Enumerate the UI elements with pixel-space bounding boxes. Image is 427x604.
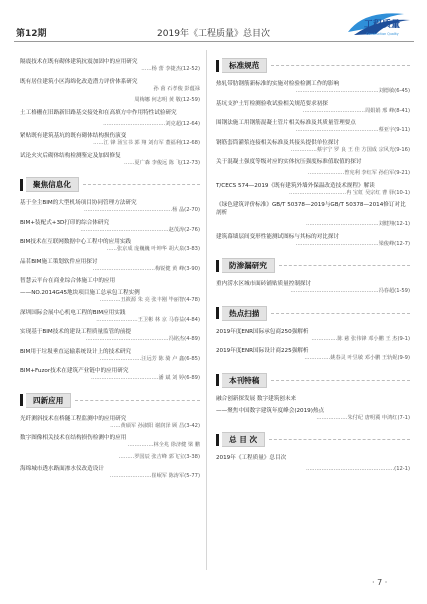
toc-entry xyxy=(20,309,200,325)
entry-authors-page: ……………………………………刘健翔(12-1) xyxy=(305,221,410,227)
toc-entry xyxy=(20,132,200,148)
entry-title: 土工格栅在旧路新旧路基交接处和在高填方中作用特性试验研究 xyxy=(20,109,177,116)
entry-authors-page: …………………………………………梁俊峰(12-7) xyxy=(295,240,410,247)
toc-entry xyxy=(20,434,200,450)
section-title: 防渗漏研究 xyxy=(222,258,275,273)
toc-entry xyxy=(20,465,200,481)
section-header-index xyxy=(216,432,410,447)
entry-title: T/CECS 574—2019《既有建筑外墙外保温改造技术规程》解读 xyxy=(216,182,375,189)
entry-title: 2019年度ENR国际承包商250强解析 xyxy=(216,328,309,335)
entry-authors-page: …………………………………………蔡亚宇(9-11) xyxy=(295,127,410,133)
left-top-list xyxy=(20,58,200,167)
entry-authors-page: ……………林全兆 徐济健 梁 鹏 xyxy=(127,442,200,448)
toc-entry xyxy=(20,199,200,215)
entry-authors-page: ………………………………周娟娟 邢 峰(8-41) xyxy=(302,107,410,114)
section-rule xyxy=(271,313,410,314)
entry-authors-page: …………丑筱源 朱 亮 张丰刚 毕丽智(4-78) xyxy=(99,297,200,303)
entry-authors-page: ……杨 蕾 李捷杰(12-52) xyxy=(141,66,200,72)
issue-label: 第12期 xyxy=(16,29,47,39)
toc-entry xyxy=(216,80,410,96)
toc-entry xyxy=(216,454,410,462)
entry-authors-page: …………………………………潘 斌 刘 婷(6-89) xyxy=(91,375,200,381)
section-header-eco xyxy=(216,258,410,273)
section-header-std xyxy=(216,58,410,73)
entry-authors-page: ……………………………………………赵茂涛(2-76) xyxy=(80,226,200,233)
entry-authors-page: ……………………………………………杨 晶(2-70) xyxy=(83,207,200,213)
section-marker xyxy=(20,394,23,406)
page-number: · 7 · xyxy=(372,578,388,587)
toc-entry xyxy=(216,328,410,344)
section-title: 聚焦信息化 xyxy=(26,177,79,192)
toc-entry xyxy=(216,182,410,198)
entry-title: BIM技术在互联网数据中心工程中的应用实践 xyxy=(20,239,132,245)
entry-authors-page: ……………姚春灵 叶昱敏 邓小鹏 王轨妮(9-9) xyxy=(304,355,410,361)
entry-title: 紧贴既有建筑基坑的既有砌体结构损伤演变 xyxy=(20,133,127,139)
entry-title: 数字图像相关技术在结构损伤检测中的应用 xyxy=(20,435,127,441)
toc-entry xyxy=(20,219,200,235)
entry-authors-page: ……………………………………………冯春超(1-59) xyxy=(290,288,410,294)
entry-title: 热轧带肋钢筋新标准的实施对检验检测工作的影响 xyxy=(216,81,340,87)
toc-entry xyxy=(20,367,200,383)
entry-title: 既有居住建筑小区海绵化改造潜力评价体系研究 xyxy=(20,78,138,85)
entry-title: 品茗BIM施工策划软件应用探讨 xyxy=(20,258,98,265)
entry-authors-page: …………………曾宪利 李红军 孙伯军(9-21) xyxy=(307,170,410,176)
entry-title: 《绿色建筑评价标准》GB/T 50378—2019与GB/T 50378—2014修订对比剖析 xyxy=(216,202,406,216)
toc-entry xyxy=(20,121,200,129)
entry-authors-page: …………………………………………冯铭杰(4-89) xyxy=(85,336,200,342)
section-title: 本刊特稿 xyxy=(222,373,267,388)
toc-entry xyxy=(20,58,200,74)
page-header xyxy=(0,0,427,40)
section-title: 四新应用 xyxy=(26,393,71,408)
entry-authors-page: ……………陈 慈 张伟锋 邓小鹏 王 杰(9-1) xyxy=(311,335,410,342)
toc-entry xyxy=(216,201,410,217)
toc-entry xyxy=(216,347,410,363)
entry-title: 围钢法施工用钢筋混凝土管片相关标准及其质量管理要点 xyxy=(216,120,356,126)
toc-entry xyxy=(20,258,200,274)
eco-list xyxy=(216,280,410,296)
section-marker xyxy=(216,307,219,319)
logo-text: 工程质量 xyxy=(364,20,401,30)
section-marker xyxy=(216,60,219,72)
header-rule xyxy=(14,41,414,42)
entry-title: 海绵城市透水路面渗水仪改造设计 xyxy=(20,466,104,472)
section-title: 总 目 次 xyxy=(222,432,265,447)
logo-subtext: Construction Quality xyxy=(366,32,399,36)
entry-authors-page: ……………………崔岷军 陈涛军(5-77) xyxy=(109,473,200,479)
entry-title: BIM+Fuzor技术在建筑产业链中的应用研究 xyxy=(20,368,129,374)
toc-entry xyxy=(216,170,410,178)
entry-title: 重内涝水区城市面砖铺贴质量控制探讨 xyxy=(216,281,312,287)
toc-entry xyxy=(20,152,200,168)
app-list xyxy=(20,415,200,481)
toc-entry xyxy=(216,407,410,423)
section-title: 标准规范 xyxy=(222,58,267,73)
toc-entry xyxy=(20,348,200,364)
entry-authors-page: ……………蔡宇宁 罗 良 王 佳 方国成 宗风光(9-16) xyxy=(290,146,410,153)
toc-entry xyxy=(20,415,200,431)
section-rule xyxy=(279,265,410,266)
right-column xyxy=(216,58,410,478)
toc-entry xyxy=(216,466,410,474)
entry-title: 基于全主BIM的大型机场项目协同管理方法研究 xyxy=(20,200,137,206)
entry-title: 关于混凝土强度等级对应的实体抗压强度标准值取值的探讨 xyxy=(216,159,362,165)
section-header-bench xyxy=(216,373,410,388)
entry-authors-page: ……………………汪远芳 陈 骑 卢 鑫(6-85) xyxy=(99,355,200,362)
section-header-bim xyxy=(20,177,200,192)
entry-authors-page: …………………………………………刘德敏(6-45) xyxy=(295,88,410,94)
left-column xyxy=(20,58,200,485)
bim-list xyxy=(20,199,200,383)
toc-entry xyxy=(216,221,410,229)
entry-authors-page: ……江 锋 汤宝书 郭 翔 刘有军 董福利(12-68) xyxy=(93,140,200,146)
toc-entry xyxy=(216,395,410,403)
entry-title: 2019年度ENR国际设计商225强解析 xyxy=(216,348,309,354)
entry-title: ——聚焦中国数字建筑年度峰会(2019)热点 xyxy=(216,407,325,414)
toc-entry xyxy=(216,119,410,135)
toc-entry xyxy=(20,78,200,94)
entry-title: 基坑支护土钉检测验收试验相关规范要求初探 xyxy=(216,100,328,107)
entry-authors-page: ………罗国辰 张吉峰 郭飞宝(3-38) xyxy=(118,453,200,460)
section-marker xyxy=(216,260,219,272)
toc-entry xyxy=(20,97,200,105)
entry-authors-page: ………………………………梅锐健 黄 峰(3-90) xyxy=(92,265,200,272)
section-marker xyxy=(20,179,23,191)
section-title: 热点扫描 xyxy=(222,306,267,321)
section-rule xyxy=(269,439,410,440)
entry-title: BIM+装配式+3D打印的综合体研究 xyxy=(20,219,110,226)
section-marker xyxy=(216,374,219,386)
section-header-hot xyxy=(216,306,410,321)
section-marker xyxy=(216,434,219,446)
entry-title: 试论火灾后砌体结构检测鉴定及加固修复 xyxy=(20,152,121,159)
running-title: 2019年《工程质量》总目次 xyxy=(157,29,270,39)
toc-entry xyxy=(20,238,200,254)
bench-list xyxy=(216,395,410,423)
entry-title: 智慧云平台在商业综合体施工中的应用 xyxy=(20,278,116,284)
toc-entry xyxy=(216,139,410,155)
entry-title: 光纤测斜技术在桥隧工程监测中的应用研究 xyxy=(20,415,127,422)
toc-entry xyxy=(20,454,200,462)
entry-authors-page: ……………………王卫彬 林 京 马春益(4-84) xyxy=(96,316,200,323)
index-list xyxy=(216,454,410,474)
toc-entry xyxy=(216,280,410,296)
entry-authors-page: 周梅娜 何志明 黄 敬(12-59) xyxy=(134,97,200,103)
entry-title: 2019年《工程质量》总目次 xyxy=(216,455,287,461)
entry-authors-page: ……………………………………………(12-1) xyxy=(305,466,410,472)
entry-title: 实现基于BIM技术的建设工程质量监管的前提 xyxy=(20,329,132,335)
toc-entry xyxy=(216,100,410,116)
toc-entry xyxy=(20,109,200,117)
toc-entry xyxy=(216,158,410,166)
entry-title: ——NO.2014G45地块项目施工总承包工程实例 xyxy=(20,290,140,296)
entry-authors-page: ……………………………冉 宝虹 吴宗红 曹 驿(10-1) xyxy=(289,189,410,196)
toc-entry xyxy=(20,277,200,285)
entry-title: 深圳国际会展中心机电工程的BIM应用实践 xyxy=(20,309,126,316)
entry-authors-page: ……黄硕军 孙淑阳 谢润泽 顾 昌(3-42) xyxy=(110,422,200,429)
toc-entry xyxy=(216,233,410,249)
hot-list xyxy=(216,328,410,363)
section-rule xyxy=(75,400,200,401)
section-rule xyxy=(271,380,410,381)
entry-title: 融合创新探发展 数字建筑创未来 xyxy=(216,395,297,402)
toc-entry xyxy=(20,328,200,344)
section-rule xyxy=(83,184,200,185)
entry-authors-page: ……夏广森 李俊远 陈 飞(12-73) xyxy=(124,159,200,166)
toc-entry xyxy=(20,289,200,305)
entry-title: 建筑幕墙层间变形性能测试图标与其标的对比探讨 xyxy=(216,233,340,240)
entry-authors-page: ………………………………刘克超(12-64) xyxy=(103,120,200,127)
entry-authors-page: 孙 茵 石孝俊 彭蕴禄 xyxy=(153,85,200,92)
entry-title: BIM用于垃圾垂直运输系统设计上的技术研究 xyxy=(20,348,132,355)
entry-authors-page: ……张京成 庞巍巍 叶坤华 胡大泉(3-83) xyxy=(106,246,200,252)
section-header-app xyxy=(20,393,200,408)
entry-authors-page: ………………朱付纪 唐明冀 申鸿红(7-1) xyxy=(316,414,410,421)
journal-logo-icon xyxy=(344,8,414,38)
std-list xyxy=(216,80,410,248)
entry-title: 隔震技术在既有砌体建筑抗震加固中的应用研究 xyxy=(20,59,138,65)
column-divider xyxy=(206,50,207,570)
section-rule xyxy=(271,65,410,66)
entry-title: 钢筋套筒灌浆连接相关标准及其接头提供单位探讨 xyxy=(216,139,340,146)
